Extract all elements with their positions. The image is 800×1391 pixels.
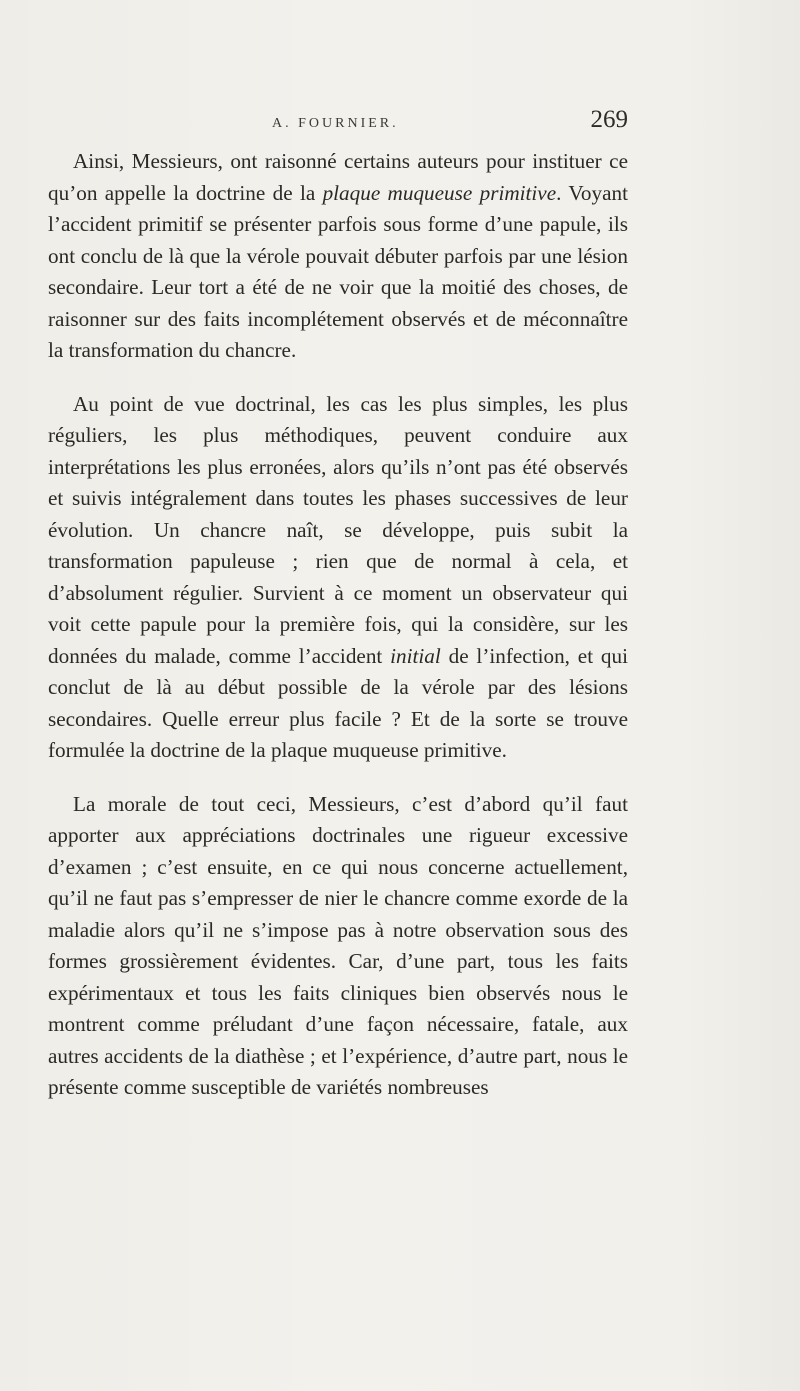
- text-span: . Voyant l’accident primitif se présenter parfois sous forme d’une papule, ils ont conclu de là que la vérole pouvait débuter parfois par une lésion secondaire. Leur tort a été de ne voir que la moitié des choses, de raisonner sur des faits incomplétement observés et de méconnaître la transformation du chancre.: [48, 180, 628, 362]
- paragraph-1: [48, 146, 628, 367]
- emphasis-text: plaque muqueuse primitive: [322, 180, 557, 205]
- emphasis-text: initial: [390, 643, 441, 668]
- paragraph-2: [48, 389, 628, 767]
- paragraph-3: [48, 789, 628, 1104]
- page-number: 269: [590, 106, 628, 133]
- text-span: La morale de tout ceci, Messieurs, c’est d’abord qu’il faut apporter aux appréciations doctrinales une rigueur excessive d’examen ; c’est ensuite, en ce qui nous concerne actuellement, qu’il ne faut pas s’empresser de nier le chancre comme exorde de la maladie alors qu’il ne s’impose pas à notre observation sous des formes grossièrement évidentes. Car, d’une part, tous les faits expérimentaux et tous les faits cliniques bien observés nous le montrent comme préludant d’une façon nécessaire, fatale, aux autres accidents de la diathèse ; et l’expérience, d’autre part, nous le présente comme susceptible de variétés nombreuses: [48, 791, 628, 1099]
- text-span: Au point de vue doctrinal, les cas les plus simples, les plus réguliers, les plus méthodiques, peuvent conduire aux interprétations les plus erronées, alors qu’ils n’ont pas été observés et suivis intégralement dans toutes les phases successives de leur évolution. Un chancre naît, se développe, puis subit la transformation papuleuse ; rien que de normal à cela, et d’absolument régulier. Survient à ce moment un observateur qui voit cette papule pour la première fois, qui la considère, sur les données du malade, comme l’accident: [48, 391, 628, 668]
- running-head: A. FOURNIER.: [272, 116, 399, 131]
- text-span: Ainsi, Messieurs, ont raisonné certains auteurs pour instituer ce qu’on appelle la doctrine de la: [48, 149, 628, 205]
- text-span: de l’infection, et qui conclut de là au début possible de la vérole par des lésions secondaires. Quelle erreur plus facile ? Et de la sorte se trouve formulée la doctrine de la plaque muqueuse primitive.: [48, 643, 629, 762]
- page-header: [48, 104, 628, 144]
- body-text: [48, 146, 628, 1104]
